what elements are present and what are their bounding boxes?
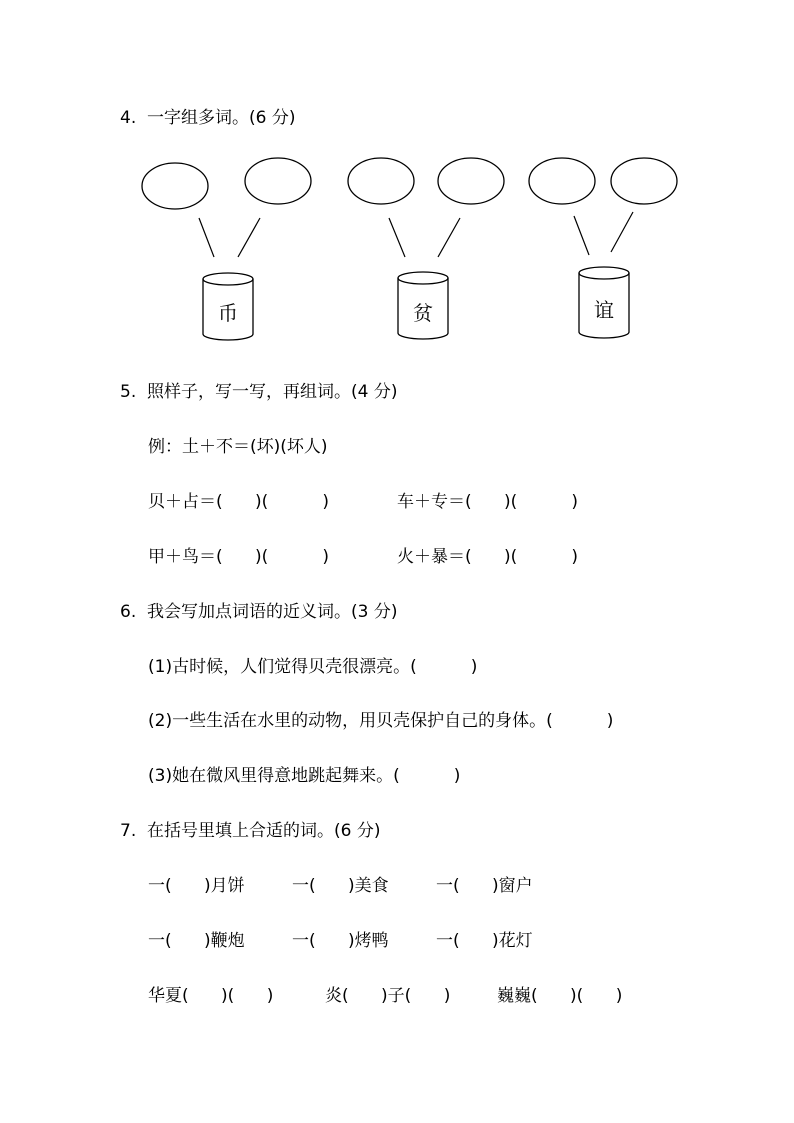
connector-line [611, 212, 633, 252]
q5-title: 5. 照样子，写一写，再组词。(4 分) [120, 382, 398, 402]
q7-r2-c1[interactable]: 一( )鞭炮 [148, 931, 245, 951]
q7-r3-c1[interactable]: 华夏( )( ) [148, 986, 274, 1006]
cylinder-char-3: 谊 [594, 298, 614, 322]
answer-oval[interactable] [348, 158, 414, 204]
answer-oval[interactable] [142, 163, 208, 209]
connector-line [574, 216, 589, 255]
q7-title: 7. 在括号里填上合适的词。(6 分) [120, 821, 381, 841]
cylinder-char-1: 币 [218, 301, 238, 325]
q7-r2-c2[interactable]: 一( )烤鸭 [292, 931, 389, 951]
connector-line [389, 218, 405, 257]
q7-r1-c2[interactable]: 一( )美食 [292, 876, 389, 896]
q6-title: 6. 我会写加点词语的近义词。(3 分) [120, 602, 398, 622]
connector-line [199, 218, 214, 257]
q4-diagram [0, 0, 794, 400]
answer-oval[interactable] [611, 158, 677, 204]
q7-r3-c2[interactable]: 炎( )子( ) [325, 986, 451, 1006]
answer-oval[interactable] [529, 158, 595, 204]
q7-r3-c3[interactable]: 巍巍( )( ) [497, 986, 623, 1006]
q5-item-4[interactable]: 火＋暴＝( )( ) [397, 547, 578, 567]
q7-r1-c3[interactable]: 一( )窗户 [436, 876, 533, 896]
q5-item-3[interactable]: 甲＋鸟＝( )( ) [148, 547, 329, 567]
q5-item-1[interactable]: 贝＋占＝( )( ) [148, 492, 329, 512]
q6-item-3[interactable]: (3)她在微风里得意地跳起舞来。( ) [148, 766, 461, 786]
answer-oval[interactable] [438, 158, 504, 204]
q6-item-1[interactable]: (1)古时候，人们觉得贝壳很漂亮。( ) [148, 657, 478, 677]
q6-item-2[interactable]: (2)一些生活在水里的动物，用贝壳保护自己的身体。( ) [148, 711, 614, 731]
q7-r2-c3[interactable]: 一( )花灯 [436, 931, 533, 951]
connector-line [238, 218, 260, 257]
cylinder-char-2: 贫 [413, 301, 433, 325]
q5-item-2[interactable]: 车＋专＝( )( ) [397, 492, 578, 512]
q4-title: 4. 一字组多词。(6 分) [120, 108, 296, 128]
q7-r1-c1[interactable]: 一( )月饼 [148, 876, 245, 896]
answer-oval[interactable] [245, 158, 311, 204]
q5-example: 例：土＋不＝(坏)(坏人) [148, 437, 328, 457]
connector-line [438, 218, 460, 257]
